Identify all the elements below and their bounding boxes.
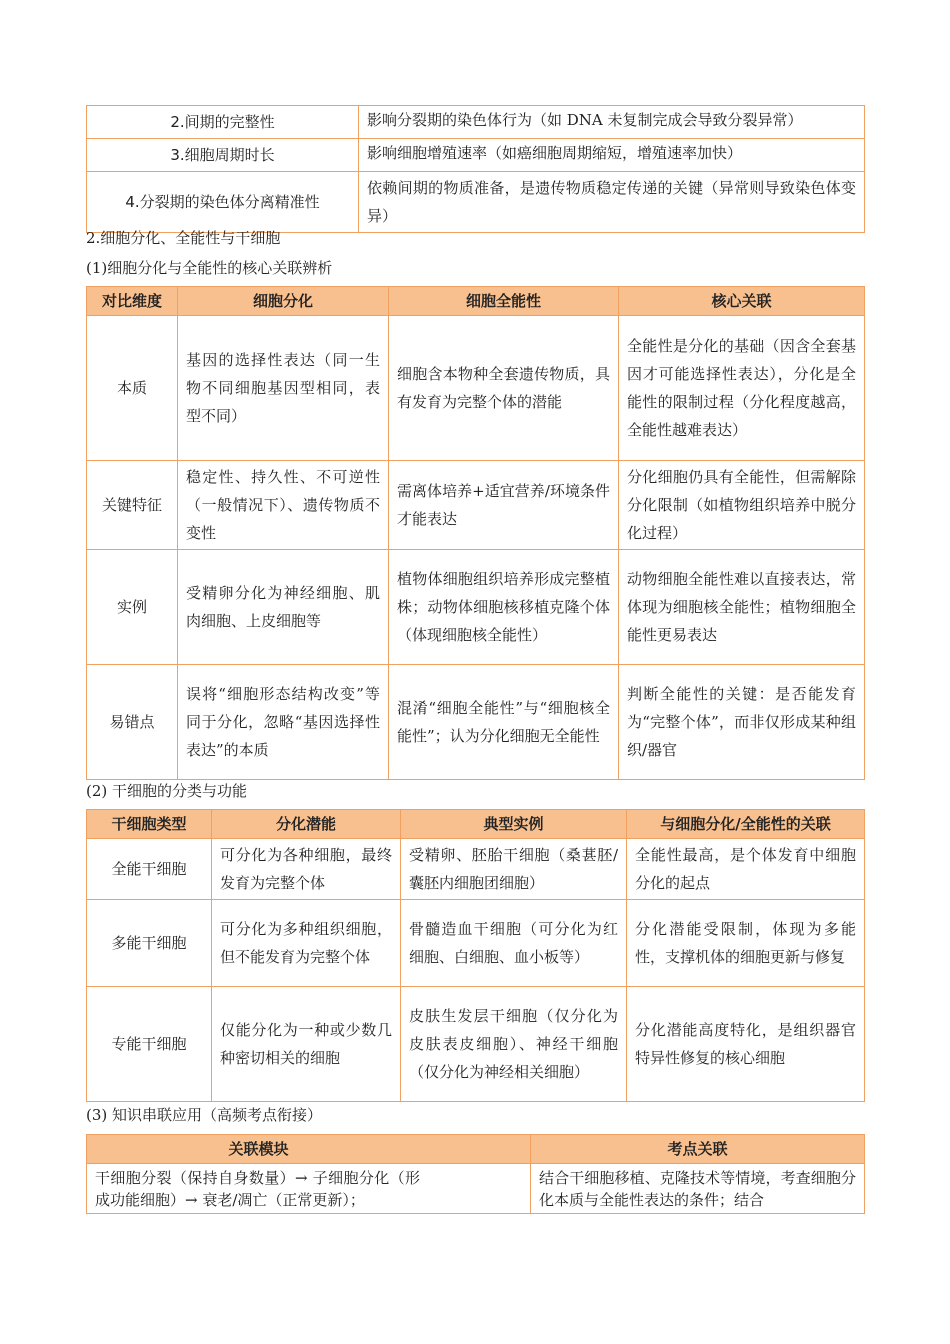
table-row — [87, 987, 865, 1102]
table-cell: 全能性最高，是个体发育中细胞分化的起点 — [627, 839, 865, 900]
table-cell: 受精卵分化为神经细胞、肌肉细胞、上皮细胞等 — [178, 550, 389, 665]
table-cell: 影响细胞增殖速率（如癌细胞周期缩短，增殖速率加快） — [359, 139, 865, 172]
table-cell: 全能性是分化的基础（因含全套基因才可能选择性表达），分化是全能性的限制过程（分化程度越高，全能性越难表达） — [619, 316, 865, 461]
differentiation-totipotency-table — [86, 286, 865, 780]
table-cell: 植物体细胞组织培养形成完整植株；动物体细胞核移植克隆个体（体现细胞核全能性） — [389, 550, 619, 665]
table-row — [87, 1164, 865, 1214]
row-label: 全能干细胞 — [87, 839, 212, 900]
subsection-heading: (2) 干细胞的分类与功能 — [86, 782, 248, 800]
table-header-row — [87, 1135, 865, 1164]
row-label: 实例 — [87, 550, 178, 665]
table-cell: 皮肤生发层干细胞（仅分化为皮肤表皮细胞）、神经干细胞（仅分化为神经相关细胞） — [401, 987, 627, 1102]
table-cell: 判断全能性的关键：是否能发育为“完整个体”，而非仅形成某种组织/器官 — [619, 665, 865, 780]
table-cell: 依赖间期的物质准备，是遗传物质稳定传递的关键（异常则导致染色体变异） — [359, 172, 865, 233]
stem-cell-table — [86, 809, 865, 1102]
table-cell: 干细胞分裂（保持自身数量）→ 子细胞分化（形成功能细胞）→ 衰老/凋亡（正常更新）； — [87, 1164, 531, 1214]
section-heading: 2.细胞分化、全能性与干细胞 — [86, 229, 281, 247]
table-row — [87, 839, 865, 900]
table-row — [87, 316, 865, 461]
row-label: 专能干细胞 — [87, 987, 212, 1102]
table-cell: 动物细胞全能性难以直接表达，常体现为细胞核全能性；植物细胞全能性更易表达 — [619, 550, 865, 665]
table-cell: 细胞含本物种全套遗传物质，具有发育为完整个体的潜能 — [389, 316, 619, 461]
table-cell: 基因的选择性表达（同一生物不同细胞基因型相同，表型不同） — [178, 316, 389, 461]
column-header: 干细胞类型 — [87, 810, 212, 839]
table-row — [87, 900, 865, 987]
table-cell: 稳定性、持久性、不可逆性（一般情况下）、遗传物质不变性 — [178, 461, 389, 550]
table-row — [87, 461, 865, 550]
table-cell: 骨髓造血干细胞（可分化为红细胞、白细胞、血小板等） — [401, 900, 627, 987]
table-cell: 3.细胞周期时长 — [87, 139, 359, 172]
table-header-row — [87, 810, 865, 839]
table-cell: 可分化为各种细胞，最终发育为完整个体 — [212, 839, 401, 900]
table-row — [87, 106, 865, 139]
row-label: 本质 — [87, 316, 178, 461]
row-label: 易错点 — [87, 665, 178, 780]
table-row — [87, 139, 865, 172]
column-header: 核心关联 — [619, 287, 865, 316]
column-header: 对比维度 — [87, 287, 178, 316]
table-cell: 分化细胞仍具有全能性，但需解除分化限制（如植物组织培养中脱分化过程） — [619, 461, 865, 550]
table-header-row — [87, 287, 865, 316]
column-header: 细胞全能性 — [389, 287, 619, 316]
table-row — [87, 172, 865, 233]
table-cell: 受精卵、胚胎干细胞（桑葚胚/囊胚内细胞团细胞） — [401, 839, 627, 900]
subsection-heading: (3) 知识串联应用（高频考点衔接） — [86, 1106, 323, 1124]
table-cell: 分化潜能高度特化，是组织器官特异性修复的核心细胞 — [627, 987, 865, 1102]
table-cell: 结合干细胞移植、克隆技术等情境，考查细胞分化本质与全能性表达的条件；结合 — [531, 1164, 865, 1214]
table-cell: 4.分裂期的染色体分离精准性 — [87, 172, 359, 233]
column-header: 分化潜能 — [212, 810, 401, 839]
table-cell: 可分化为多种组织细胞，但不能发育为完整个体 — [212, 900, 401, 987]
cell-cycle-table — [86, 105, 865, 233]
column-header: 细胞分化 — [178, 287, 389, 316]
table-cell: 误将“细胞形态结构改变”等同于分化，忽略“基因选择性表达”的本质 — [178, 665, 389, 780]
row-label: 多能干细胞 — [87, 900, 212, 987]
table-cell: 仅能分化为一种或少数几种密切相关的细胞 — [212, 987, 401, 1102]
column-header: 考点关联 — [531, 1135, 865, 1164]
table-cell: 混淆“细胞全能性”与“细胞核全能性”；认为分化细胞无全能性 — [389, 665, 619, 780]
table-cell: 需离体培养+适宜营养/环境条件才能表达 — [389, 461, 619, 550]
table-row — [87, 550, 865, 665]
column-header: 典型实例 — [401, 810, 627, 839]
column-header: 与细胞分化/全能性的关联 — [627, 810, 865, 839]
table-cell: 影响分裂期的染色体行为（如 DNA 未复制完成会导致分裂异常） — [359, 106, 865, 139]
table-cell: 分化潜能受限制，体现为多能性，支撑机体的细胞更新与修复 — [627, 900, 865, 987]
subsection-heading: (1)细胞分化与全能性的核心关联辨析 — [86, 259, 333, 277]
table-cell: 2.间期的完整性 — [87, 106, 359, 139]
knowledge-link-table — [86, 1134, 865, 1214]
table-row — [87, 665, 865, 780]
row-label: 关键特征 — [87, 461, 178, 550]
column-header: 关联模块 — [87, 1135, 531, 1164]
